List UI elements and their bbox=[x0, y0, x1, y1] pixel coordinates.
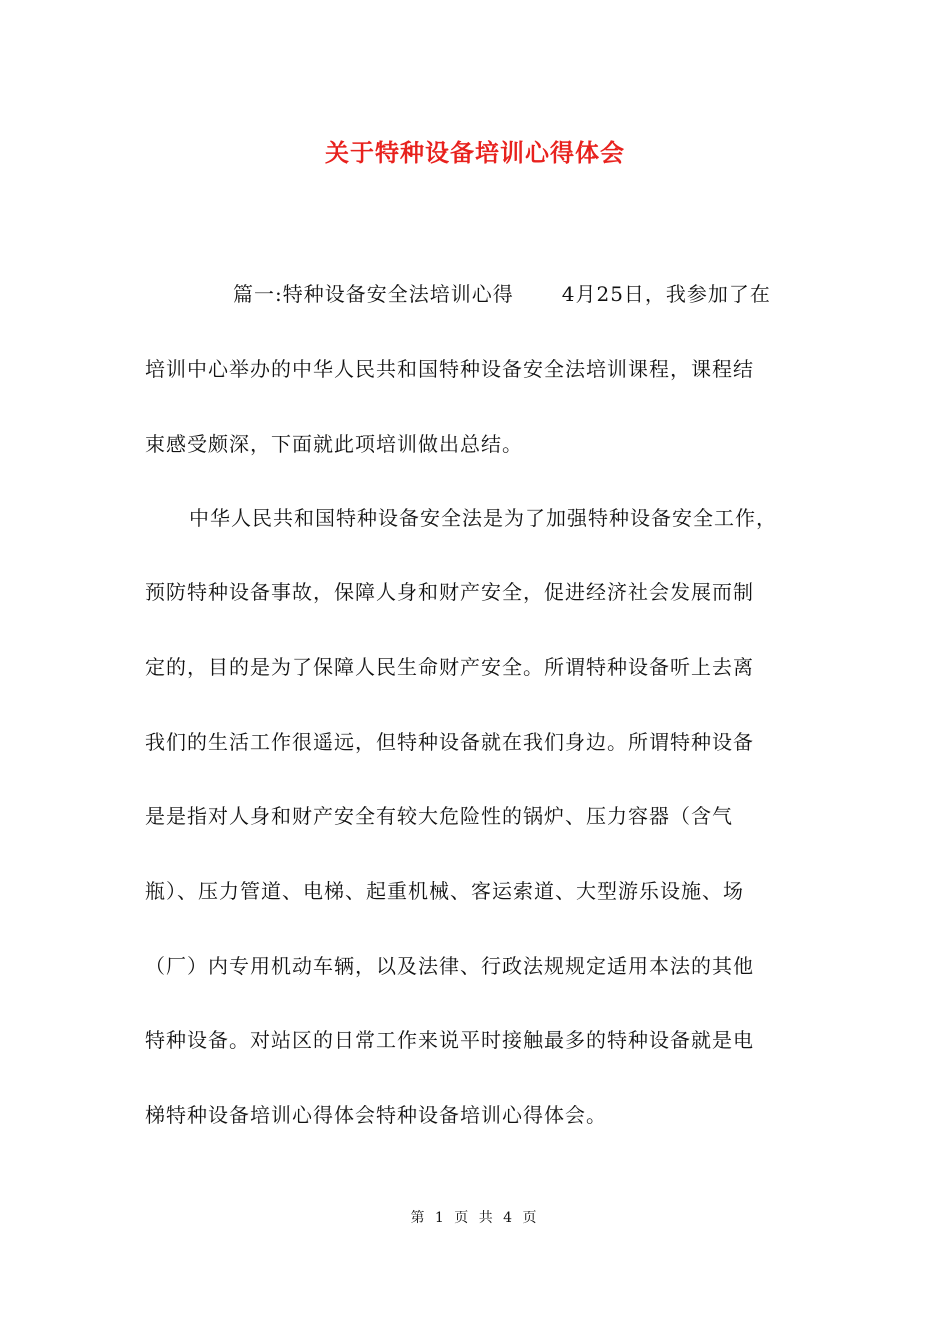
paragraph-2-line-7: （厂）内专用机动车辆，以及法律、行政法规规定适用本法的其他 bbox=[145, 954, 754, 978]
paragraph-1-line-1-text: 4月25日，我参加了在 bbox=[561, 282, 771, 306]
paragraph-1-line-2: 培训中心举办的中华人民共和国特种设备安全法培训课程，课程结 bbox=[145, 357, 754, 381]
paragraph-2-line-2: 预防特种设备事故，保障人身和财产安全，促进经济社会发展而制 bbox=[145, 580, 754, 604]
paragraph-2-line-5: 是是指对人身和财产安全有较大危险性的锅炉、压力容器（含气 bbox=[145, 804, 733, 828]
paragraph-1-line-1 bbox=[145, 278, 913, 310]
page-number-footer: 第 1 页 共 4 页 bbox=[410, 1210, 540, 1226]
section-heading: 篇一:特种设备安全法培训心得 bbox=[233, 282, 514, 306]
document-title: 关于特种设备培训心得体会 bbox=[325, 138, 625, 167]
paragraph-2-line-4: 我们的生活工作很遥远，但特种设备就在我们身边。所谓特种设备 bbox=[145, 730, 754, 754]
paragraph-2-line-1: 中华人民共和国特种设备安全法是为了加强特种设备安全工作， bbox=[189, 506, 777, 530]
paragraph-2-line-9: 梯特种设备培训心得体会特种设备培训心得体会。 bbox=[145, 1103, 607, 1127]
paragraph-2-line-6: 瓶）、压力管道、电梯、起重机械、客运索道、大型游乐设施、场 bbox=[145, 879, 744, 903]
paragraph-1-line-3: 束感受颇深，下面就此项培训做出总结。 bbox=[145, 432, 523, 456]
paragraph-2-line-3: 定的，目的是为了保障人民生命财产安全。所谓特种设备听上去离 bbox=[145, 655, 754, 679]
paragraph-2-line-8: 特种设备。对站区的日常工作来说平时接触最多的特种设备就是电 bbox=[145, 1028, 754, 1052]
